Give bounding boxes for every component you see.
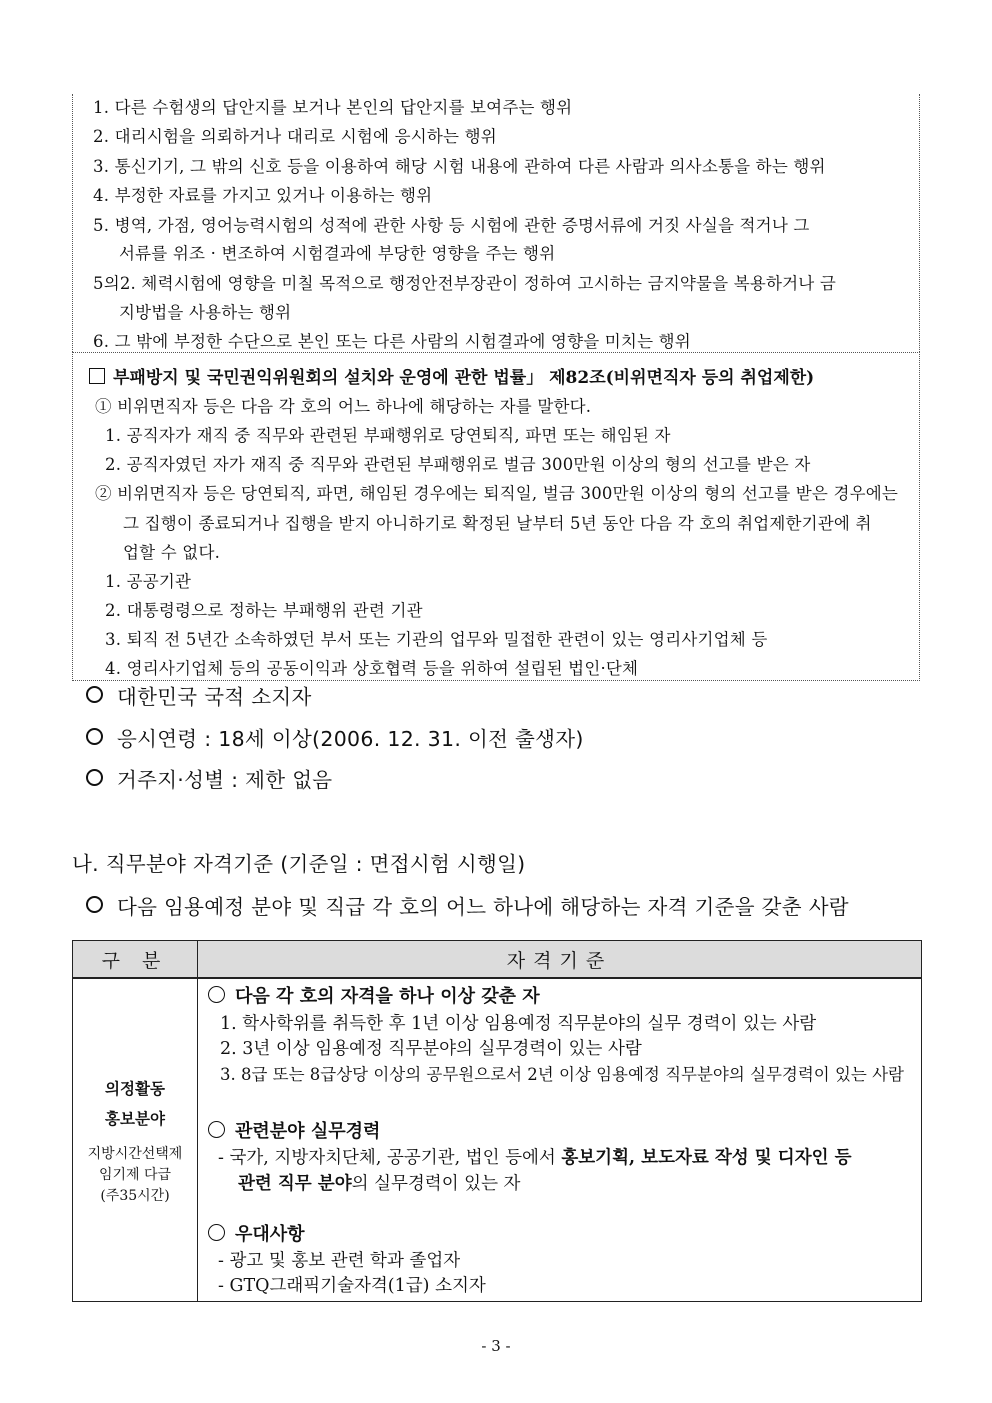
criteria-heading-2-text: 관련분야 실무경력 <box>235 1121 381 1142</box>
misconduct-item-5: 5. 병역, 가점, 영어능력시험의 성적에 관한 사항 등 시험에 관한 증명서류에 거짓 사실을 적거나 그 <box>93 216 810 235</box>
category-name-2: 홍보분야 <box>105 1108 165 1128</box>
criteria-item-1: 1. 학사학위를 취득한 후 1년 이상 임용예정 직무분야의 실무 경력이 있는 사람 <box>220 1014 817 1034</box>
misconduct-item-6: 6. 그 밖에 부정한 수단으로 본인 또는 다른 사람의 시험결과에 영향을 미치는 행위 <box>93 332 691 351</box>
misconduct-item-2: 2. 대리시험을 의뢰하거나 대리로 시험에 응시하는 행위 <box>93 127 497 146</box>
requirement-residence-gender <box>86 766 332 794</box>
requirement-age <box>86 725 584 753</box>
law-clause-1-item-2: 2. 공직자였던 자가 재직 중 직무와 관련된 부패행위로 벌금 300만원 이상의 형의 선고를 받은 자 <box>105 455 811 474</box>
misconduct-item-5-2: 5의2. 체력시험에 영향을 미칠 목적으로 행정안전부장관이 정하여 고시하는 금지약물을 복용하거나 금 <box>93 274 836 293</box>
requirement-residence-gender-text: 거주지·성별 : 제한 없음 <box>117 768 333 792</box>
criteria-heading-3-text: 우대사항 <box>235 1224 305 1245</box>
law-clause-2-cont-1: 그 집행이 종료되거나 집행을 받지 아니하기로 확정된 날부터 5년 동안 다음 각 호의 취업제한기관에 취 <box>123 514 872 533</box>
circle-bullet-icon <box>86 769 103 786</box>
law-title-text: 부패방지 및 국민권익위원회의 설치와 운영에 관한 법률」 제82조(비위면직자 등의 취업제한) <box>113 368 815 388</box>
category-name-1: 의정활동 <box>105 1078 165 1098</box>
criteria-experience-line-2 <box>238 1172 520 1196</box>
circle-bullet-icon <box>208 986 225 1003</box>
law-excerpt-box <box>72 352 920 681</box>
law-clause-2-item-3: 3. 퇴직 전 5년간 소속하였던 부서 또는 기관의 업무와 밀접한 관련이 있는 영리사기업체 등 <box>105 630 768 649</box>
category-detail-2: 임기제 다급 <box>98 1166 172 1183</box>
circle-bullet-icon <box>208 1224 225 1241</box>
requirement-nationality <box>86 683 312 711</box>
criteria-heading-3 <box>208 1223 305 1247</box>
law-clause-2: ② 비위면직자 등은 당연퇴직, 파면, 해임된 경우에는 퇴직일, 벌금 300만원 이상의 형의 선고를 받은 경우에는 <box>95 484 899 503</box>
header-category: 구 분 <box>73 941 198 979</box>
section-b-bullet-text: 다음 임용예정 분야 및 직급 각 호의 어느 하나에 해당하는 자격 기준을 갖춘 사람 <box>117 895 849 919</box>
category-detail <box>73 1144 197 1207</box>
checkbox-square-icon <box>89 368 105 384</box>
circle-bullet-icon <box>86 896 103 913</box>
header-criteria: 자격기준 <box>198 941 922 979</box>
law-clause-1-item-1: 1. 공직자가 재직 중 직무와 관련된 부패행위로 당연퇴직, 파면 또는 해임된 자 <box>105 426 671 445</box>
misconduct-item-5-cont: 서류를 위조 · 변조하여 시험결과에 부당한 영향을 주는 행위 <box>119 244 556 263</box>
criteria-heading-1 <box>208 985 540 1009</box>
criteria-item-3: 3. 8급 또는 8급상당 이상의 공무원으로서 2년 이상 임용예정 직무분야의 실무경력이 있는 사람 <box>220 1065 904 1084</box>
category-cell <box>73 978 198 1302</box>
law-clause-2-item-1: 1. 공공기관 <box>105 572 192 591</box>
experience-line-2-bold: 관련 직무 분야 <box>238 1174 352 1194</box>
preference-item-2: - GTQ그래픽기술자격(1급) 소지자 <box>218 1276 486 1296</box>
misconduct-item-3: 3. 통신기기, 그 밖의 신호 등을 이용하여 해당 시험 내용에 관하여 다른 사람과 의사소통을 하는 행위 <box>93 157 826 176</box>
circle-bullet-icon <box>86 728 103 745</box>
misconduct-item-5-2-cont: 지방법을 사용하는 행위 <box>119 303 292 322</box>
requirement-nationality-text: 대한민국 국적 소지자 <box>117 685 312 709</box>
requirement-age-text: 응시연령 : 18세 이상(2006. 12. 31. 이전 출생자) <box>117 727 584 751</box>
criteria-experience-line-1 <box>218 1146 852 1170</box>
criteria-heading-1-text: 다음 각 호의 자격을 하나 이상 갖춘 자 <box>235 986 540 1007</box>
law-clause-1: ① 비위면직자 등은 다음 각 호의 어느 하나에 해당하는 자를 말한다. <box>95 397 592 416</box>
criteria-heading-2 <box>208 1120 380 1144</box>
law-clause-2-cont-2: 업할 수 없다. <box>123 543 221 562</box>
page-number: - 3 - <box>481 1337 511 1355</box>
criteria-item-2: 2. 3년 이상 임용예정 직무분야의 실무경력이 있는 사람 <box>220 1039 642 1059</box>
experience-line-1-text: - 국가, 지방자치단체, 공공기관, 법인 등에서 <box>218 1148 562 1168</box>
table-header-row <box>73 941 922 979</box>
experience-line-1-bold: 홍보기획, 보도자료 작성 및 디자인 등 <box>561 1148 852 1168</box>
category-detail-3: (주35시간) <box>100 1187 170 1204</box>
law-title <box>89 363 814 388</box>
section-b-bullet <box>86 893 849 921</box>
table-row <box>73 978 922 1302</box>
circle-bullet-icon <box>208 1121 225 1138</box>
circle-bullet-icon <box>86 686 103 703</box>
section-b-heading: 나. 직무분야 자격기준 (기준일 : 면접시험 시행일) <box>72 852 526 876</box>
law-clause-2-item-2: 2. 대통령령으로 정하는 부패행위 관련 기관 <box>105 601 423 620</box>
category-detail-1: 지방시간선택제 <box>87 1145 183 1162</box>
misconduct-list-box <box>72 94 920 352</box>
preference-item-1: - 광고 및 홍보 관련 학과 졸업자 <box>218 1251 461 1271</box>
experience-line-2-text: 의 실무경력이 있는 자 <box>351 1174 521 1194</box>
law-clause-2-item-4: 4. 영리사기업체 등의 공동이익과 상호협력 등을 위하여 설립된 법인·단체 <box>105 659 639 678</box>
criteria-cell <box>198 978 922 1302</box>
misconduct-item-4: 4. 부정한 자료를 가지고 있거나 이용하는 행위 <box>93 186 433 205</box>
misconduct-item-1: 1. 다른 수험생의 답안지를 보거나 본인의 답안지를 보여주는 행위 <box>93 98 573 117</box>
qualification-table <box>72 940 922 1302</box>
